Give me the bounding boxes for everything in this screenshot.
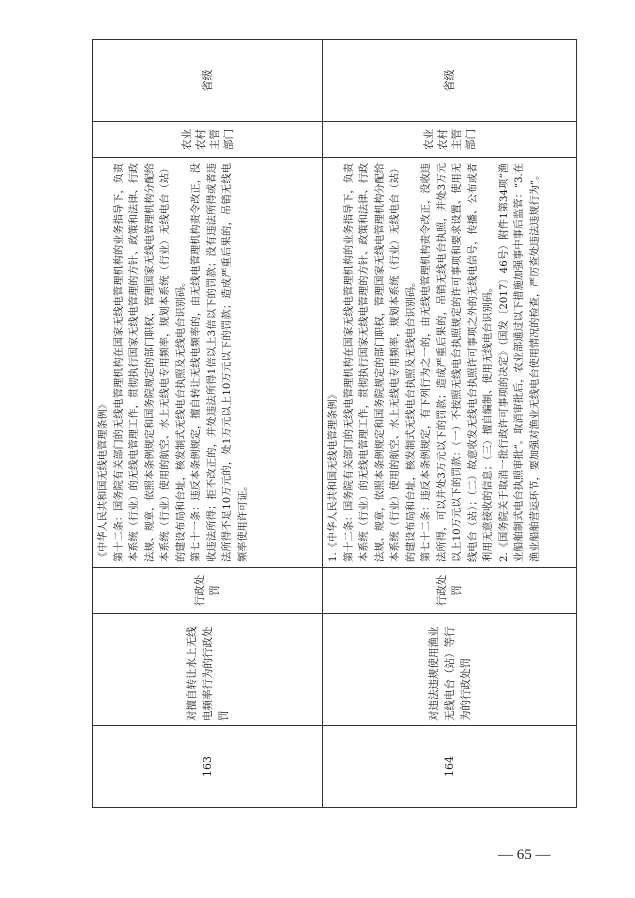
table-row bbox=[323, 40, 577, 808]
item-name: 对违法违规使用渔业无线电台（站）等行为的行政处罚 bbox=[323, 614, 577, 726]
basis-line: 第十二条：国务院有关部门的无线电管理机构在国家无线电管理机构的业务指导下，负责本系统（行业）的无线电管理工作，贯彻执行国家无线电管理的方针、政策和法律、行政法规、规章，依照本条例规定和国务院规定的部门职权，管理国家无线电管理机构分配给本系统（行业）使用的航空、水上无线电专用频率，规划本系统（行业）无线电台（站）的建设布局和台址，核发制式无线电台执照及无线电台识别码。 bbox=[343, 163, 417, 562]
basis-line: 第十二条：国务院有关部门的无线电管理机构在国家无线电管理机构的业务指导下，负责本系统（行业）的无线电管理工作，贯彻执行国家无线电管理的方针、政策和法律、行政法规、规章，依照本条例规定和国务院规定的部门职权，管理国家无线电管理机构分配给本系统（行业）使用的航空、水上无线电专用频率，规划本系统（行业）无线电台（站）的建设布局和台址，核发制式无线电台执照及无线电台识别码。 bbox=[113, 163, 187, 562]
enforcement-level: 省级 bbox=[93, 40, 323, 122]
table-row bbox=[93, 40, 323, 808]
basis-line: 《中华人民共和国无线电管理条例》 bbox=[98, 399, 109, 562]
legal-basis bbox=[323, 158, 577, 568]
responsible-department: 农业农村主管部门 bbox=[93, 122, 323, 158]
basis-line: 2.《国务院关于取消一批行政许可事项的决定》（国发〔2017〕46号）附件1第34项“渔业船舶制式电台执照审批”。取消审批后，农业部通过以下措施加强事中事后监管：“3.在渔业船舶营运环节，要加强对渔业无线电台使用情况的检查，严厉查处违法违规行为”。 bbox=[498, 163, 541, 562]
page-number: — 65 — bbox=[498, 847, 551, 863]
legal-basis bbox=[93, 158, 323, 568]
enforcement-table bbox=[92, 39, 577, 808]
item-type: 行政处罚 bbox=[323, 568, 577, 614]
basis-line: 第七十二条：违反本条例规定，有下列行为之一的，由无线电管理机构责令改正，没收违法所得，可以并处3万元以下的罚款；造成严重后果的，吊销无线电台执照，并处3万元以上10万元以下的罚款：（一）不按照无线电台执照规定的许可事项和要求设置、使用无线电台（站）；（二）故意收发无线电台执照许可事项之外的无线电信号，传播、公布或者利用无意接收的信息；（三）擅自编制、使用无线电台识别码。 bbox=[421, 163, 494, 562]
row-number: 163 bbox=[93, 726, 323, 808]
basis-line: 第七十一条：违反本条例规定，擅自转让无线电频率的，由无线电管理机构责令改正，没收违法所得；拒不改正的，并处违法所得1倍以上3倍以下的罚款；没有违法所得或者违法所得不足10万元的，处1万元以上10万元以下的罚款；造成严重后果的，吊销无线电频率使用许可证。 bbox=[191, 163, 249, 562]
rotated-table-wrapper bbox=[92, 40, 576, 808]
basis-line: 1.《中华人民共和国无线电管理条例》 bbox=[328, 389, 339, 562]
row-number: 164 bbox=[323, 726, 577, 808]
enforcement-level: 省级 bbox=[323, 40, 577, 122]
item-type: 行政处罚 bbox=[93, 568, 323, 614]
item-name: 对擅自转让水上无线电频率行为的行政处罚 bbox=[93, 614, 323, 726]
responsible-department: 农业农村主管部门 bbox=[323, 122, 577, 158]
